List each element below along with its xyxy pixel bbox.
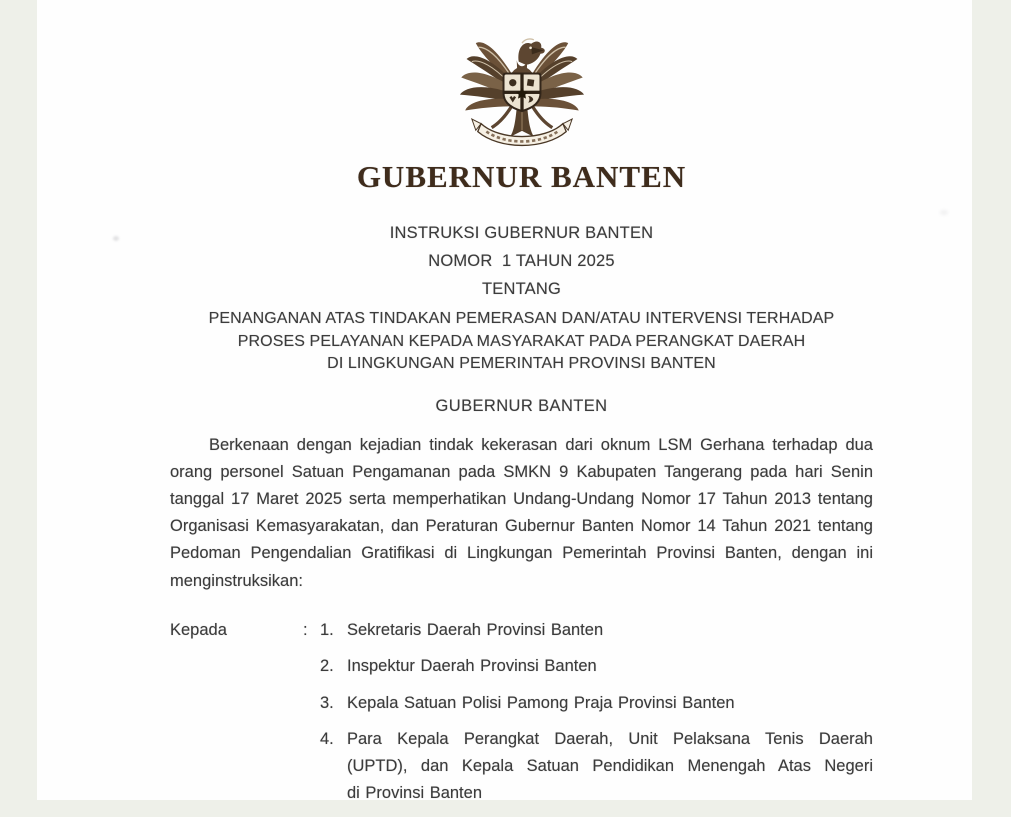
garuda-pancasila-emblem bbox=[456, 26, 588, 154]
letterhead-title: GUBERNUR BANTEN bbox=[356, 159, 687, 194]
addressees-block bbox=[170, 617, 873, 817]
addressee-text bbox=[347, 653, 873, 680]
document-heading bbox=[170, 219, 873, 303]
addressee-list bbox=[320, 617, 873, 817]
text-line: (UPTD), dan Kepala Satuan Pendidikan Menengah Atas Negeri bbox=[347, 757, 873, 776]
addressee-item bbox=[320, 617, 873, 644]
addressee-item bbox=[320, 726, 873, 807]
issuer-title: GUBERNUR BANTEN bbox=[435, 396, 608, 415]
opening-paragraph bbox=[170, 432, 873, 595]
addressee-text bbox=[347, 617, 873, 644]
text-line: di Provinsi Banten bbox=[347, 784, 482, 803]
text-line: Pedoman Pengendalian Gratifikasi di Lingkungan Pemerintah Provinsi Banten, dengan ini bbox=[170, 544, 873, 563]
heading-number-line: NOMOR 1 TAHUN 2025 bbox=[428, 252, 615, 270]
addressees-separator: : bbox=[303, 620, 308, 639]
scan-smudge bbox=[113, 236, 119, 241]
addressee-item bbox=[320, 690, 873, 717]
text-line: Organisasi Kemasyarakatan, dan Peraturan Gubernur Banten Nomor 14 Tahun 2021 tentang bbox=[170, 517, 873, 536]
text-line: Kepala Satuan Polisi Pamong Praja Provinsi Banten bbox=[347, 693, 735, 712]
heading-instruction-line: INSTRUKSI GUBERNUR BANTEN bbox=[389, 224, 654, 242]
text-line: PENANGANAN ATAS TINDAKAN PEMERASAN DAN/ATAU INTERVENSI TERHADAP bbox=[208, 310, 835, 327]
addressee-number: 2. bbox=[320, 657, 334, 676]
text-line: menginstruksikan: bbox=[170, 571, 303, 590]
addressee-number: 3. bbox=[320, 693, 334, 712]
addressee-number: 1. bbox=[320, 620, 334, 639]
addressee-item bbox=[320, 653, 873, 680]
addressee-number: 4. bbox=[320, 730, 334, 749]
text-line: tanggal 17 Maret 2025 serta memperhatikan Undang-Undang Nomor 17 Tahun 2013 tentang bbox=[170, 489, 873, 508]
addressee-text bbox=[347, 690, 873, 717]
addressees-label: Kepada bbox=[170, 620, 227, 639]
text-line: Inspektur Daerah Provinsi Banten bbox=[347, 657, 597, 676]
text-line: DI LINGKUNGAN PEMERINTAH PROVINSI BANTEN bbox=[327, 355, 716, 372]
text-line: Sekretaris Daerah Provinsi Banten bbox=[347, 620, 604, 639]
document-content bbox=[170, 26, 873, 817]
heading-tentang-line: TENTANG bbox=[481, 280, 561, 298]
addressee-text bbox=[347, 726, 873, 807]
text-line: PROSES PELAYANAN KEPADA MASYARAKAT PADA PERANGKAT DAERAH bbox=[237, 332, 806, 350]
text-line: orang personel Satuan Pengamanan pada SMKN 9 Kabupaten Tangerang pada hari Senin bbox=[170, 462, 873, 481]
scan-smudge bbox=[940, 210, 948, 215]
text-line: Para Kepala Perangkat Daerah, Unit Pelaksana Tenis Daerah bbox=[347, 730, 873, 749]
document-page bbox=[37, 0, 972, 803]
emblem-container bbox=[456, 26, 588, 154]
subject-block bbox=[170, 308, 873, 376]
text-line: Berkenaan dengan kejadian tindak kekerasan dari oknum LSM Gerhana terhadap dua bbox=[209, 435, 873, 454]
